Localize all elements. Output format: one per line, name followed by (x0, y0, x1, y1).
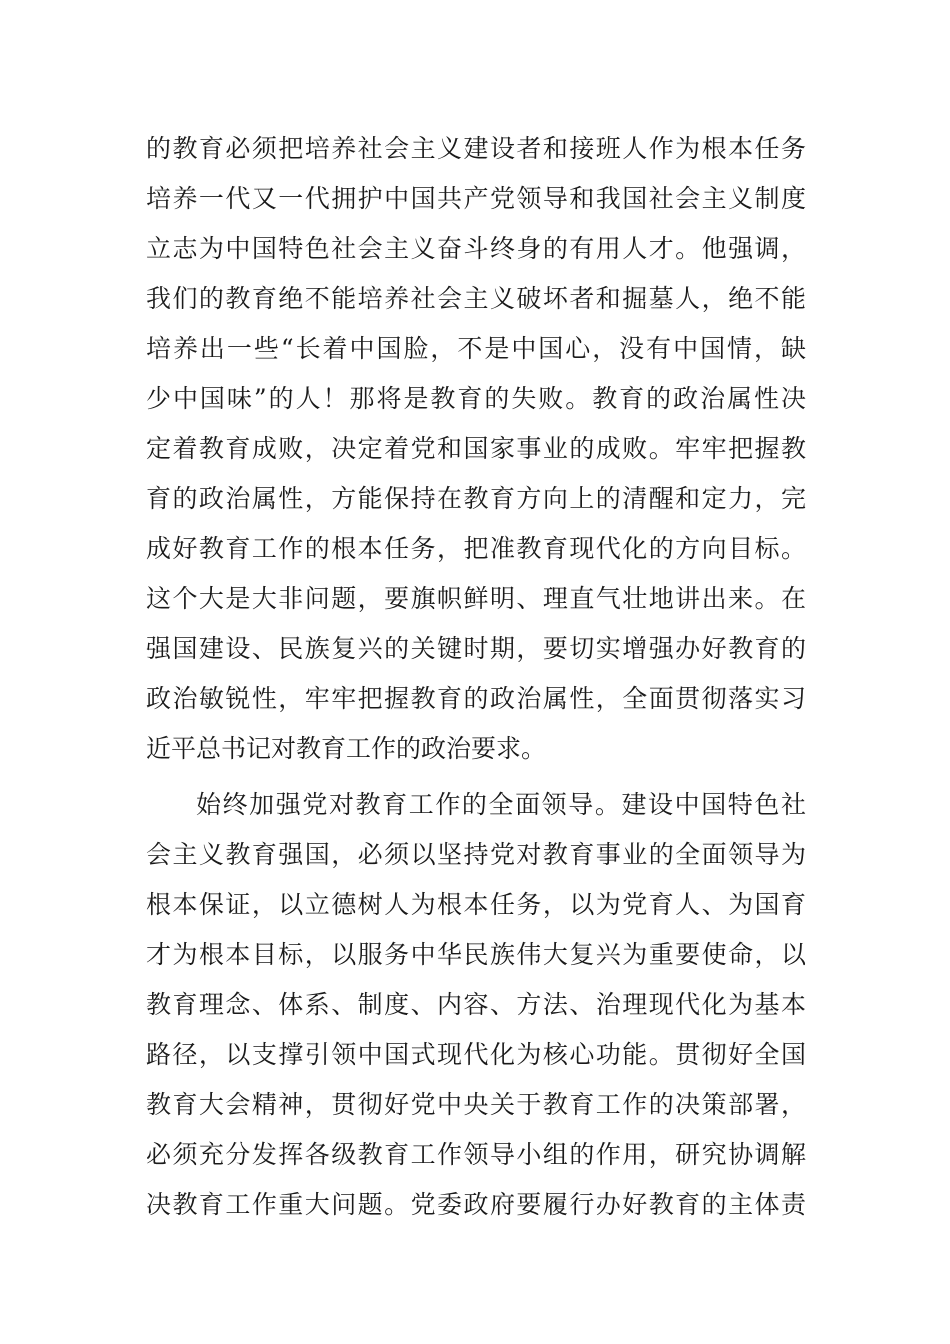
text-line: 才为根本目标，以服务中华民族伟大复兴为重要使命，以 (146, 940, 806, 969)
text-line: 会主义教育强国，必须以坚持党对教育事业的全面领导为 (146, 840, 806, 869)
text-line: 近平总书记对教育工作的政治要求。 (146, 734, 547, 763)
text-line: 定着教育成败，决定着党和国家事业的成败。牢牢把握教 (146, 434, 806, 463)
text-line: 决教育工作重大问题。党委政府要履行办好教育的主体责 (146, 1190, 806, 1219)
text-line: 育的政治属性，方能保持在教育方向上的清醒和定力，完 (146, 484, 806, 513)
text-line: 这个大是大非问题，要旗帜鲜明、理直气壮地讲出来。在 (146, 584, 806, 613)
text-line: 必须充分发挥各级教育工作领导小组的作用，研究协调解 (146, 1140, 806, 1169)
text-line: 政治敏锐性，牢牢把握教育的政治属性，全面贯彻落实习 (146, 684, 806, 713)
text-line: 培养一代又一代拥护中国共产党领导和我国社会主义制度 (146, 184, 806, 213)
text-line: 根本保证，以立德树人为根本任务，以为党育人、为国育 (146, 890, 806, 919)
text-line: 培养出一些“长着中国脸，不是中国心，没有中国情，缺 (146, 334, 806, 363)
text-line: 始终加强党对教育工作的全面领导。建设中国特色社 (196, 790, 806, 819)
text-line: 强国建设、民族复兴的关键时期，要切实增强办好教育的 (146, 634, 806, 663)
text-line: 教育大会精神，贯彻好党中央关于教育工作的决策部署， (146, 1090, 806, 1119)
text-line: 路径，以支撑引领中国式现代化为核心功能。贯彻好全国 (146, 1040, 806, 1069)
text-line: 的教育必须把培养社会主义建设者和接班人作为根本任务 (146, 134, 806, 163)
text-line: 教育理念、体系、制度、内容、方法、治理现代化为基本 (146, 990, 806, 1019)
text-line: 成好教育工作的根本任务，把准教育现代化的方向目标。 (146, 534, 806, 563)
text-line: 我们的教育绝不能培养社会主义破坏者和掘墓人，绝不能 (146, 284, 806, 313)
text-line: 少中国味”的人！那将是教育的失败。教育的政治属性决 (146, 384, 806, 413)
text-line: 立志为中国特色社会主义奋斗终身的有用人才。他强调， (146, 234, 806, 263)
